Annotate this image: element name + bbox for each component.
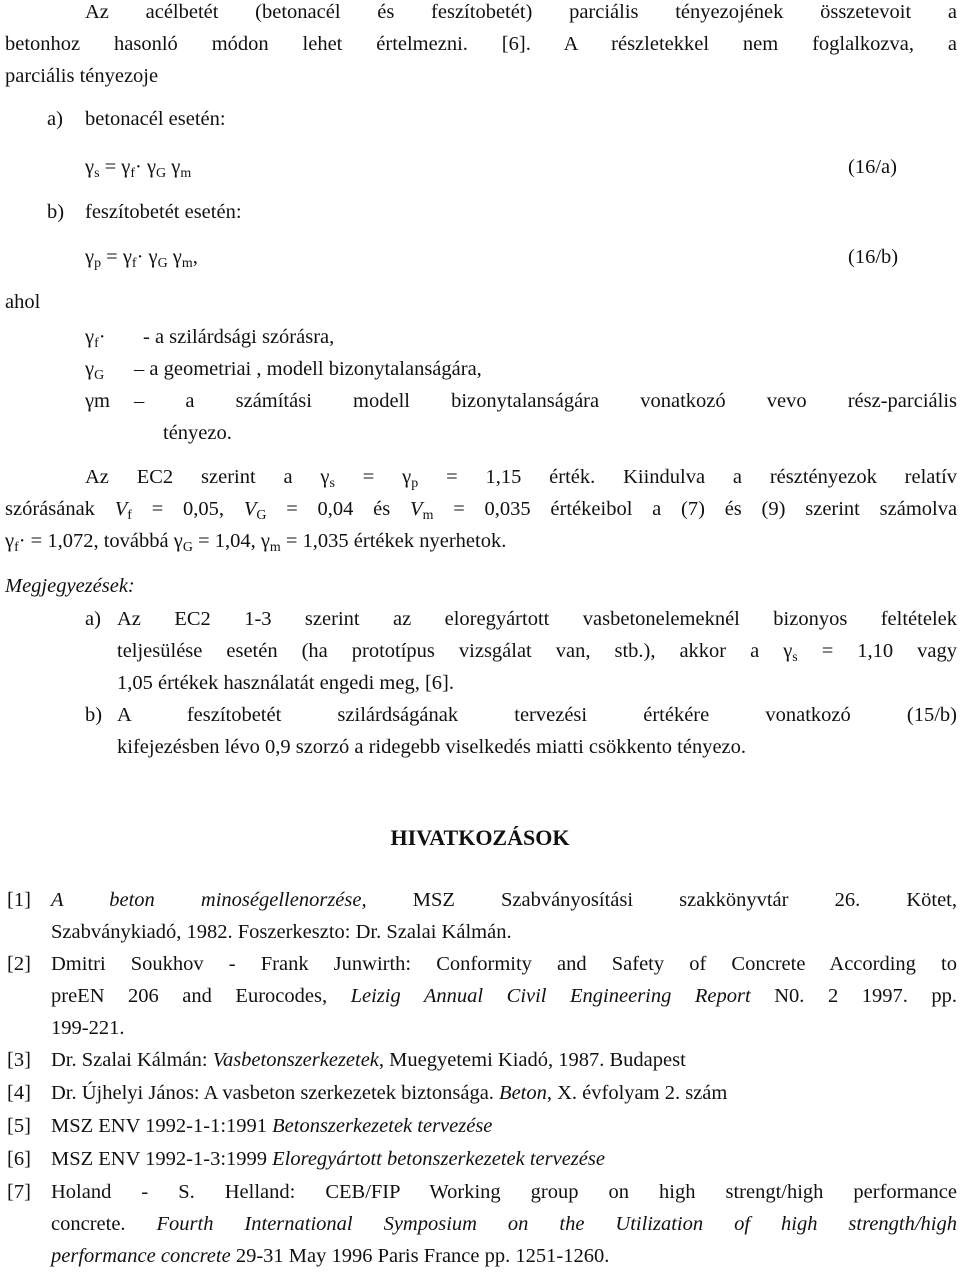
ahol-label: ahol (5, 291, 41, 313)
references-heading: HIVATKOZÁSOK (390, 825, 570, 850)
gamma-g-definition: – a geometriai , modell bizonytalanságára, (134, 358, 482, 380)
ref-4-number: [4] (7, 1082, 31, 1104)
note-a-line-3: 1,05 értékek használatát engedi meg, [6]. (117, 672, 454, 694)
ref-3-number: [3] (7, 1049, 31, 1071)
ref-2-number: [2] (7, 953, 31, 975)
intro-line-2: betonhoz hasonló módon lehet értelmezni. [6]. A részletekkel nem foglalkozva, a (5, 33, 957, 55)
ref-7-number: [7] (7, 1181, 31, 1203)
note-a-line-1: Az EC2 1-3 szerint az eloregyártott vasbetonelemeknél bizonyos feltételek (117, 608, 957, 630)
case-b-text: feszítobetét esetén: (85, 201, 242, 223)
case-b-label: b) (47, 201, 65, 223)
gamma-m-definition-2: tényezo. (163, 422, 232, 444)
equation-16a: $\gamma_s = \gamma_f\cdot \gamma_G$ $\gamma_m$ (85, 156, 192, 181)
ref-2-line-3: 199-221. (51, 1017, 125, 1039)
ref-2-line-2: preEN 206 and Eurocodes, Leizig Annual Civil Engineering Report N0. 2 1997. pp. (51, 985, 957, 1007)
ref-1-line-1: A beton minoségellenorzése, MSZ Szabványosítási szakkönyvtár 26. Kötet, (51, 889, 957, 911)
result-line-2: szórásának $V_f = 0,05$, $V_G = 0,04$ és $V_m = 0,035$ értékeibol a (7) és (9) szerint számolva (5, 498, 958, 523)
note-a-line-2: teljesülése esetén (ha prototípus vizsgálat van, stb.), akkor a $\gamma_s = 1,10$ vagy (117, 640, 958, 665)
ref-7-line-3: performance concrete 29-31 May 1996 Paris France pp. 1251-1260. (51, 1245, 610, 1267)
ref-5-line: MSZ ENV 1992-1-1:1991 Betonszerkezetek tervezése (51, 1115, 493, 1137)
result-line-3: $\gamma_f\cdot = 1,072$, továbbá $\gamma_G = 1,04$, $\gamma_m = 1,035$ értékek nyerhetok. (5, 530, 507, 555)
gamma-m-symbol: γm (85, 390, 111, 412)
case-a-label: a) (47, 108, 63, 130)
gamma-g-symbol: $\gamma_G$ (85, 358, 105, 383)
note-b-label: b) (85, 704, 103, 726)
gamma-f-definition: - a szilárdsági szórásra, (143, 326, 335, 348)
eq-number-16b: (16/b) (848, 246, 899, 268)
note-b-line-2: kifejezésben lévo 0,9 szorzó a ridegebb viselkedés miatti csökkento tényezo. (117, 736, 747, 758)
ref-6-line: MSZ ENV 1992-1-3:1999 Eloregyártott betonszerkezetek tervezése (51, 1148, 605, 1170)
case-a-text: betonacél esetén: (85, 108, 226, 130)
eq-number-16a: (16/a) (848, 156, 897, 178)
ref-7-line-1: Holand - S. Helland: CEB/FIP Working group on high strengt/high performance (51, 1181, 957, 1203)
gamma-f-symbol: $\gamma_f\cdot$ (85, 326, 106, 351)
note-a-label: a) (85, 608, 101, 630)
ref-4-line: Dr. Újhelyi János: A vasbeton szerkezetek biztonsága. Beton, X. évfolyam 2. szám (51, 1082, 728, 1104)
ref-2-line-1: Dmitri Soukhov - Frank Junwirth: Conformity and Safety of Concrete According to (51, 953, 957, 975)
note-b-line-1: A feszítobetét szilárdságának tervezési értékére vonatkozó (15/b) (117, 704, 957, 726)
ref-3-line: Dr. Szalai Kálmán: Vasbetonszerkezetek, Muegyetemi Kiadó, 1987. Budapest (51, 1049, 686, 1071)
result-line-1: Az EC2 szerint a $\gamma_s = \gamma_p = 1,15$ érték. Kiindulva a résztényezok relatív (85, 466, 958, 491)
gamma-m-definition-1: – a számítási modell bizonytalanságára vonatkozó vevo rész-parciális (134, 390, 957, 412)
ref-6-number: [6] (7, 1148, 31, 1170)
notes-title: Megjegyezések: (5, 575, 135, 597)
intro-line-1: Az acélbetét (betonacél és feszítobetét) parciális tényezojének összetevoit a (85, 1, 957, 23)
equation-16b: $\gamma_p = \gamma_f\cdot \gamma_G$ $\gamma_m$, (85, 246, 198, 271)
ref-7-line-2: concrete. Fourth International Symposium on the Utilization of high strength/high (51, 1213, 957, 1235)
intro-line-3: parciális tényezoje (5, 65, 159, 87)
ref-1-number: [1] (7, 889, 31, 911)
ref-5-number: [5] (7, 1115, 31, 1137)
ref-1-line-2: Szabványkiadó, 1982. Foszerkeszto: Dr. Szalai Kálmán. (51, 921, 512, 943)
